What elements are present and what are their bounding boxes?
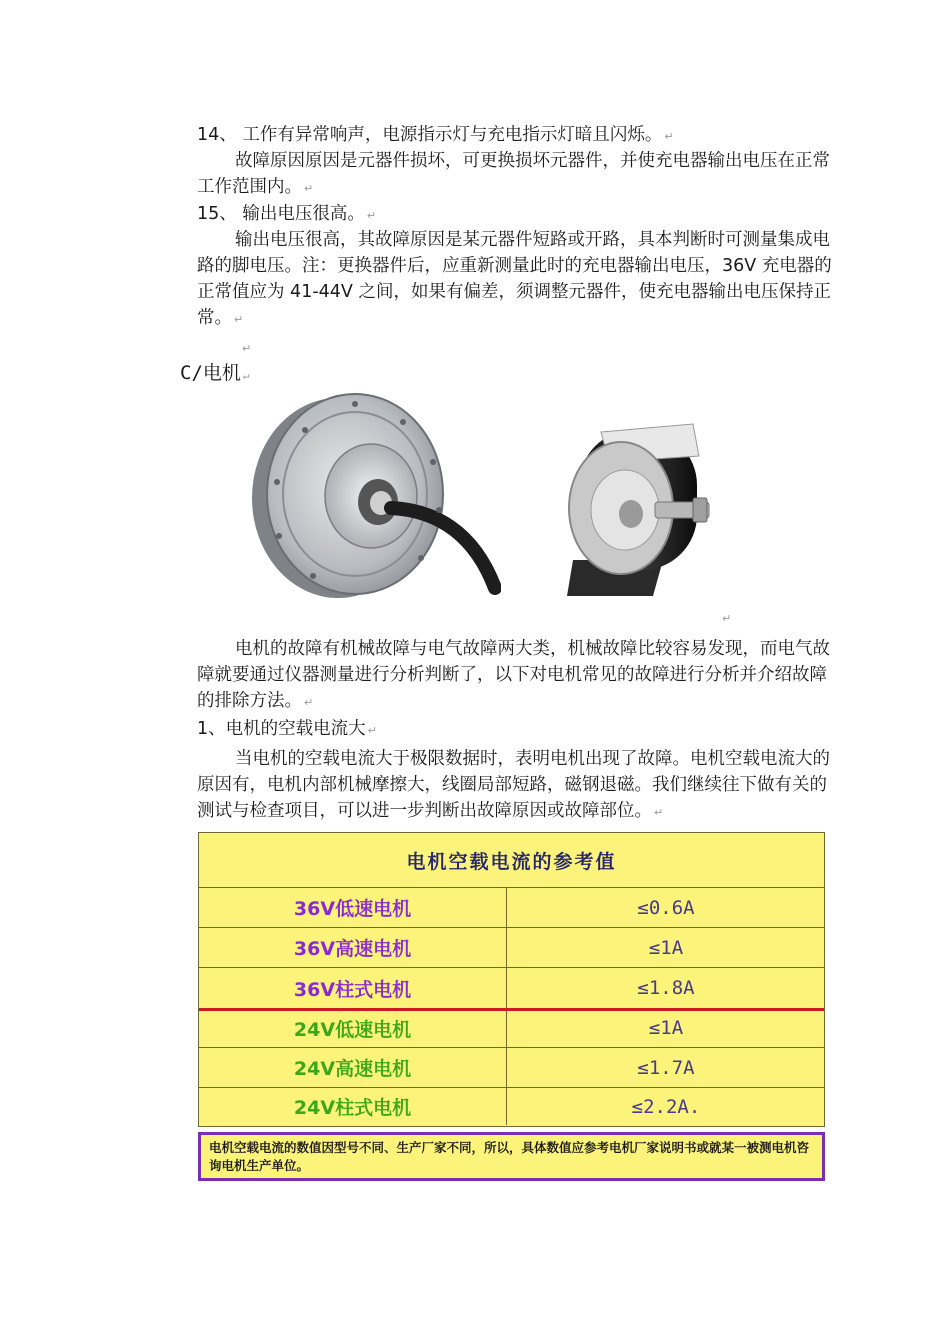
brushed-motor-image xyxy=(543,410,726,602)
para-text: 输出电压很高，其故障原因是某元器件短路或开路，具本判断时可测量集成电路的脚电压。注：更换器件后，应重新测量此时的充电器输出电压，36V 充电器的正常值应为 41-44V 之间，如果有偏差，须调整元器件，使充电器输出电压保持正常。 xyxy=(197,230,832,328)
table-row xyxy=(199,1009,824,1047)
para-1-body xyxy=(197,746,833,826)
row-label: 24V高速电机 xyxy=(199,1048,507,1087)
para-14-title xyxy=(197,122,833,150)
para-text: 电机的故障有机械故障与电气故障两大类，机械故障比较容易发现，而电气故障就要通过仪器测量进行分析判断了，以下对电机常见的故障进行分析并介绍故障的排除方法。 xyxy=(197,639,830,711)
para-14-body xyxy=(197,148,833,202)
paragraph-mark-icon: ↵ xyxy=(722,612,732,625)
paragraph-mark-icon: ↵ xyxy=(654,806,664,819)
paragraph-mark-icon: ↵ xyxy=(304,696,314,709)
para-text: 故障原因原因是元器件损坏，可更换损坏元器件，并使充电器输出电压在正常工作范围内。 xyxy=(197,151,830,197)
row-value: ≤1A xyxy=(648,936,684,959)
row-value: ≤1A xyxy=(648,1017,684,1039)
para-text: 1、电机的空载电流大 xyxy=(197,719,366,739)
para-text: 15、 输出电压很高。 xyxy=(197,204,365,224)
heading-text: C/电机 xyxy=(180,362,241,384)
para-15-body xyxy=(197,227,833,333)
table-row xyxy=(199,1087,824,1125)
paragraph-mark-icon: ↵ xyxy=(242,369,250,382)
row-label: 36V低速电机 xyxy=(199,888,507,927)
section-heading xyxy=(180,358,250,385)
paragraph-mark-icon: ↵ xyxy=(242,342,252,355)
paragraph-mark-icon: ↵ xyxy=(234,313,244,326)
paragraph-mark-icon: ↵ xyxy=(366,209,377,222)
table-row xyxy=(199,967,824,1008)
hub-motor-image xyxy=(243,390,501,600)
para-text: 14、 工作有异常响声，电源指示灯与充电指示灯暗且闪烁。 xyxy=(197,125,663,145)
row-label: 36V高速电机 xyxy=(199,928,507,967)
table-row xyxy=(199,927,824,967)
row-label: 24V柱式电机 xyxy=(199,1088,507,1125)
para-motor-intro xyxy=(197,636,833,716)
paragraph-mark-icon: ↵ xyxy=(367,724,377,737)
table-row xyxy=(199,887,824,927)
para-text: 当电机的空载电流大于极限数据时，表明电机出现了故障。电机空载电流大的原因有，电机内部机械摩擦大，线圈局部短路，磁钢退磁。我们继续往下做有关的测试与检查项目，可以进一步判断出故障原因或故障部位。 xyxy=(197,749,830,821)
para-1-title xyxy=(197,716,833,744)
table-row xyxy=(199,1047,824,1087)
paragraph-mark-icon: ↵ xyxy=(664,130,674,143)
paragraph-mark-icon: ↵ xyxy=(304,182,314,195)
row-label: 24V低速电机 xyxy=(199,1009,507,1047)
empty-paragraph xyxy=(240,334,876,362)
row-label: 36V柱式电机 xyxy=(199,968,507,1008)
divider-line xyxy=(199,1008,824,1011)
table-note: 电机空载电流的数值因型号不同、生产厂家不同，所以，具体数值应参考电机厂家说明书或就某一被测电机咨询电机生产单位。 xyxy=(198,1132,825,1181)
row-value: ≤1.7A xyxy=(637,1056,695,1079)
reference-table xyxy=(198,832,825,1127)
para-15-title xyxy=(197,201,833,229)
row-value: ≤2.2A. xyxy=(631,1095,701,1118)
row-value: ≤1.8A xyxy=(637,977,695,999)
table-title: 电机空载电流的参考值 xyxy=(406,850,617,873)
row-value: ≤0.6A xyxy=(637,896,695,919)
